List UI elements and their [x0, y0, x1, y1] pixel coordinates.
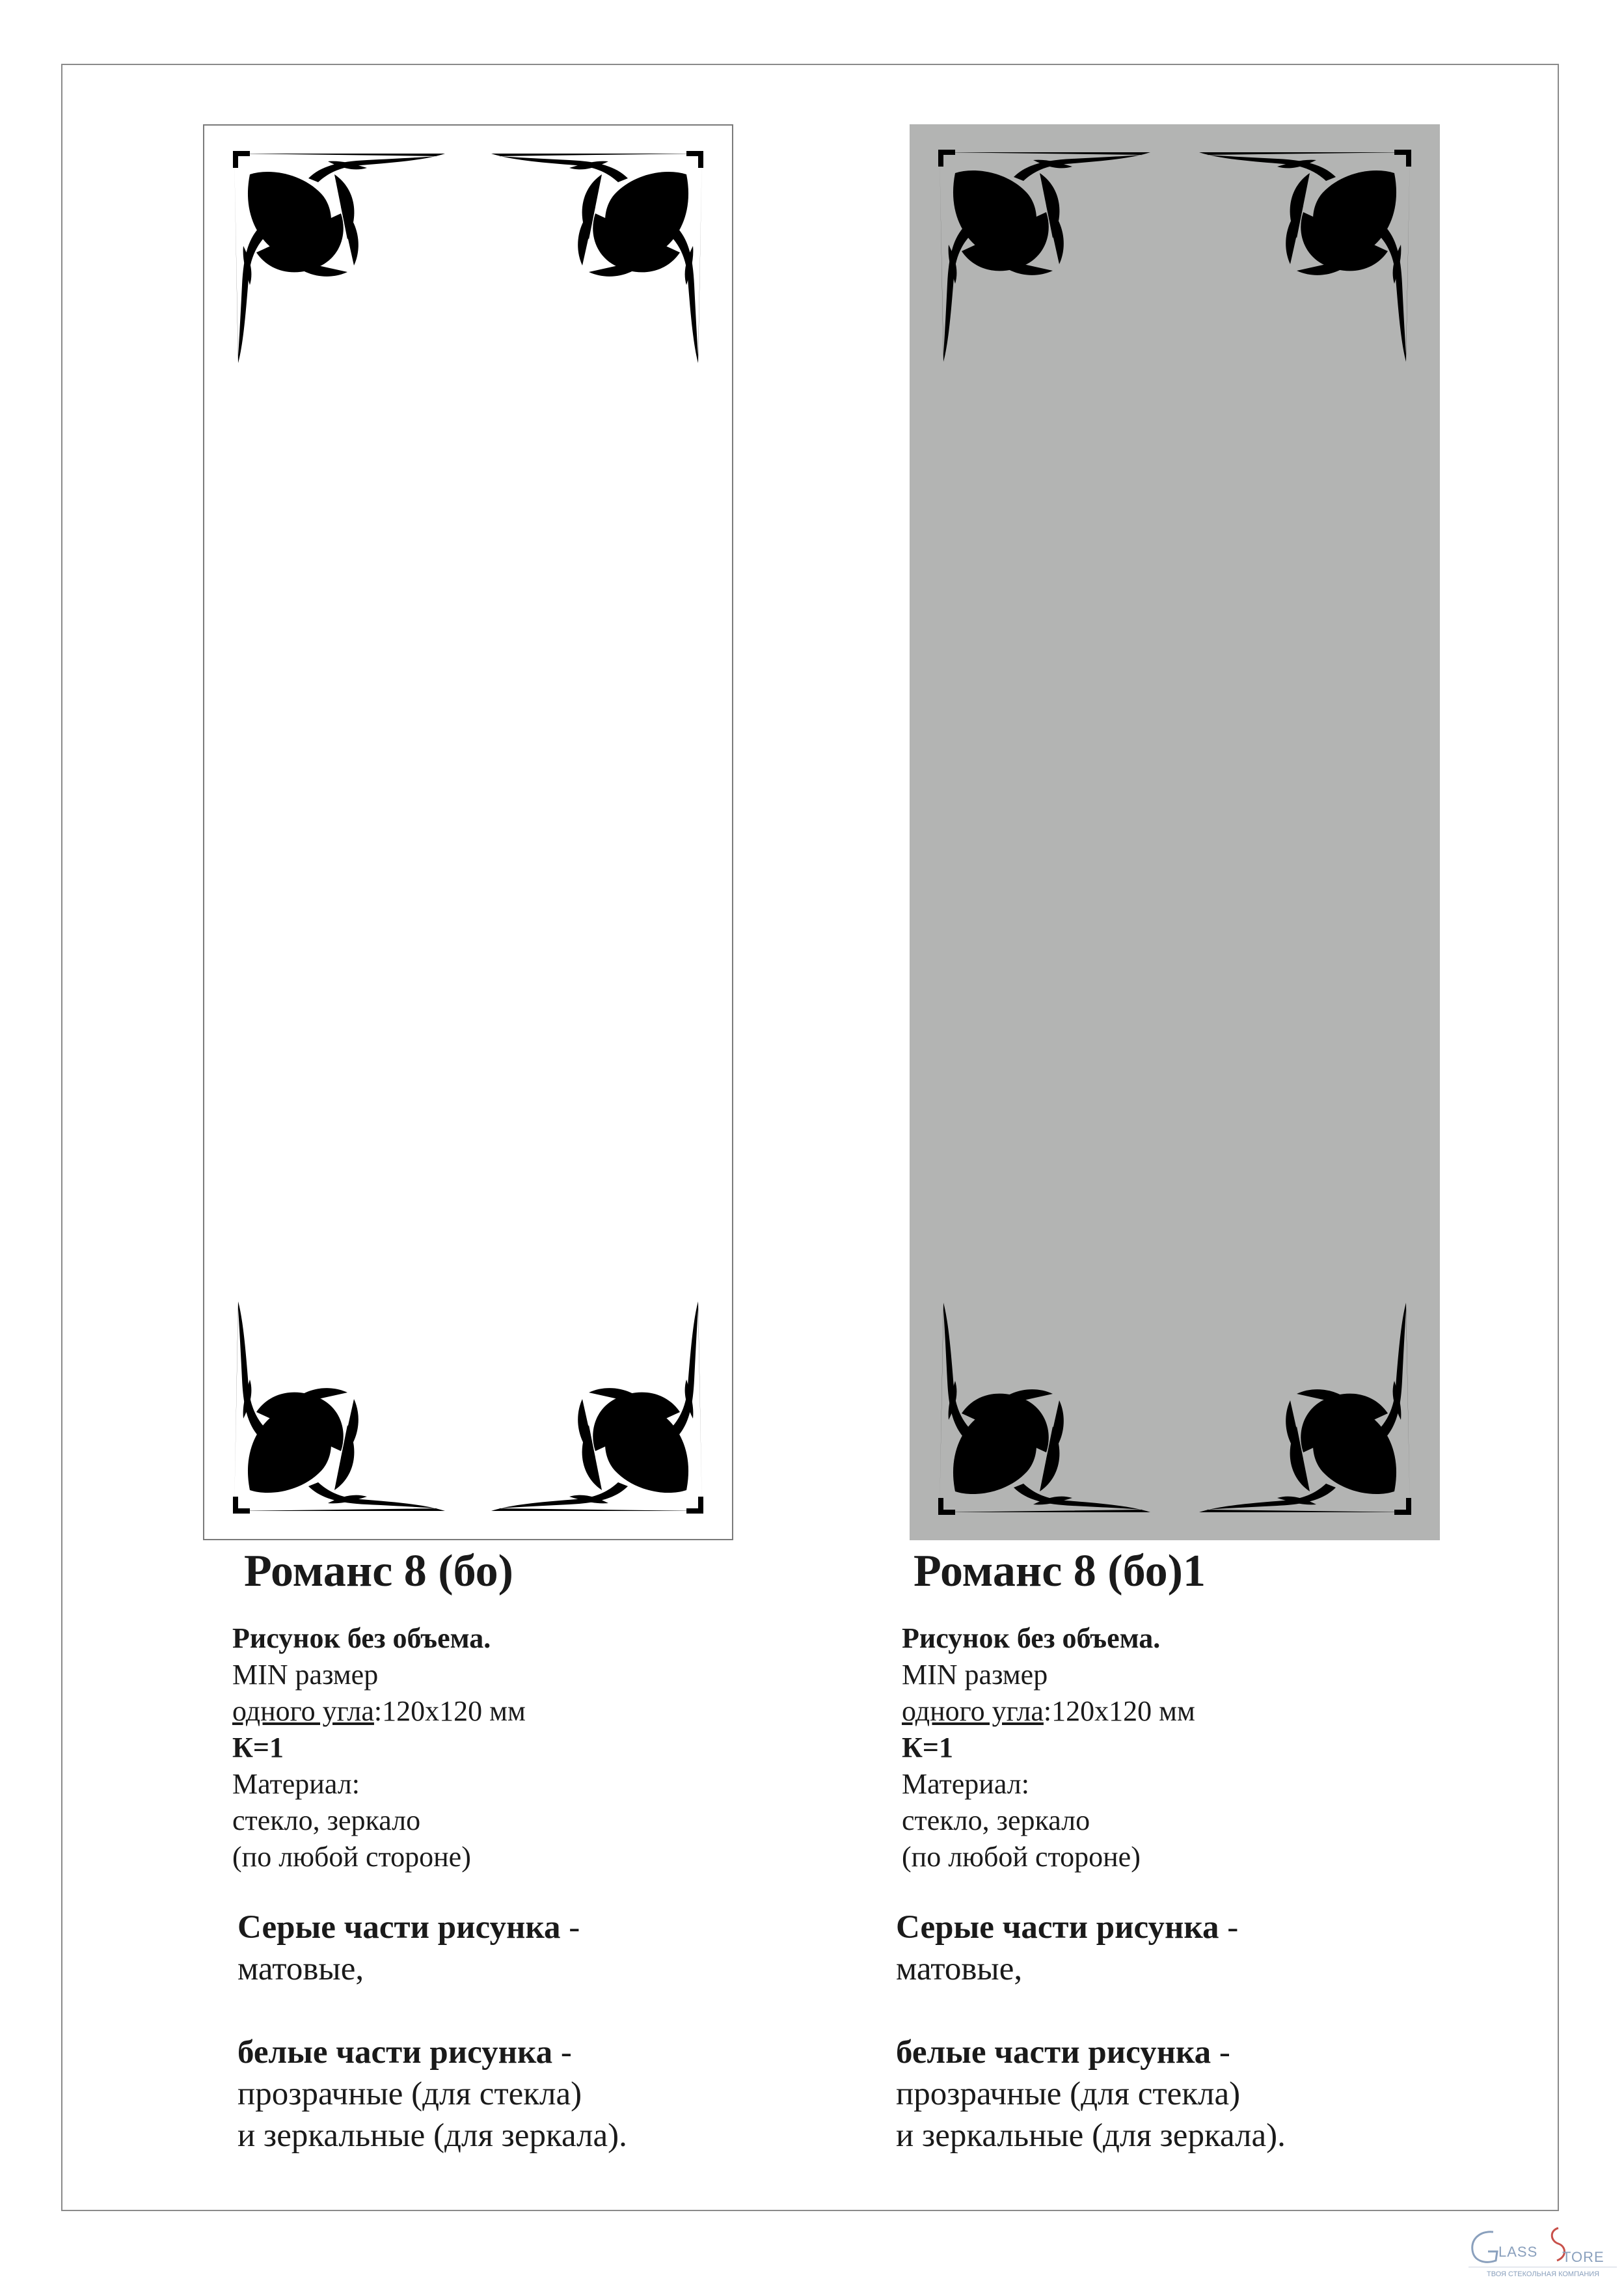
- corner-ornament-top-left: [230, 148, 452, 370]
- min-size-label: MIN размер: [902, 1659, 1048, 1691]
- glass-store-logo: [1467, 2224, 1618, 2280]
- corner-label: одного угла: [902, 1695, 1044, 1727]
- gray-parts-title: Серые части рисунка: [237, 1909, 561, 1946]
- subtitle: Рисунок без объема.: [232, 1622, 491, 1654]
- corner-size-line: [232, 1693, 526, 1730]
- white-parts-title: белые части рисунка: [237, 2034, 553, 2071]
- corner-ornament-top-left: [936, 147, 1157, 368]
- white-parts-desc-1: прозрачные (для стекла): [237, 2076, 582, 2112]
- corner-ornament-bottom-right: [1193, 1296, 1414, 1517]
- svg-text:LASS: LASS: [1498, 2244, 1538, 2260]
- min-size-label: MIN размер: [232, 1659, 379, 1691]
- corner-size-line: [902, 1693, 1195, 1730]
- material-label: Материал:: [902, 1768, 1029, 1800]
- side-note: (по любой стороне): [232, 1841, 471, 1873]
- material-value: стекло, зеркало: [902, 1804, 1090, 1836]
- gray-parts-title: Серые части рисунка: [896, 1909, 1219, 1946]
- white-parts-desc-2: и зеркальные (для зеркала).: [896, 2117, 1286, 2154]
- corner-size: :120х120 мм: [373, 1695, 526, 1727]
- white-parts-desc-1: прозрачные (для стекла): [896, 2076, 1241, 2112]
- white-dash: -: [552, 2034, 572, 2071]
- k-coefficient: К=1: [902, 1732, 953, 1763]
- legend-note: [896, 1907, 1286, 2156]
- corner-size: :120х120 мм: [1043, 1695, 1195, 1727]
- design-title: Романс 8 (бо): [244, 1546, 513, 1596]
- gray-dash: -: [1219, 1909, 1239, 1946]
- corner-ornament-bottom-left: [936, 1296, 1157, 1517]
- material-label: Материал:: [232, 1768, 360, 1800]
- white-parts-desc-2: и зеркальные (для зеркала).: [237, 2117, 627, 2154]
- corner-ornament-top-right: [1193, 147, 1414, 368]
- material-value: стекло, зеркало: [232, 1804, 421, 1836]
- design-title: Романс 8 (бо)1: [914, 1546, 1206, 1596]
- design-specs: [902, 1620, 1195, 1875]
- side-note: (по любой стороне): [902, 1841, 1141, 1873]
- corner-ornament-bottom-right: [485, 1295, 706, 1516]
- corner-ornament-top-right: [485, 148, 706, 370]
- svg-text:ТВОЯ СТЕКОЛЬНАЯ КОМПАНИЯ: ТВОЯ СТЕКОЛЬНАЯ КОМПАНИЯ: [1487, 2270, 1600, 2278]
- svg-text:TORE: TORE: [1562, 2249, 1604, 2265]
- gray-parts-desc: матовые,: [237, 1951, 364, 1987]
- subtitle: Рисунок без объема.: [902, 1622, 1161, 1654]
- white-dash: -: [1211, 2034, 1230, 2071]
- legend-note: [237, 1907, 627, 2156]
- design-specs: [232, 1620, 526, 1875]
- k-coefficient: К=1: [232, 1732, 284, 1763]
- corner-ornament-bottom-left: [230, 1295, 452, 1516]
- design-preview-matte: [910, 124, 1440, 1540]
- corner-label: одного угла: [232, 1695, 374, 1727]
- gray-parts-desc: матовые,: [896, 1951, 1023, 1987]
- gray-dash: -: [560, 1909, 580, 1946]
- white-parts-title: белые части рисунка: [896, 2034, 1211, 2071]
- design-preview-glass: [203, 124, 733, 1540]
